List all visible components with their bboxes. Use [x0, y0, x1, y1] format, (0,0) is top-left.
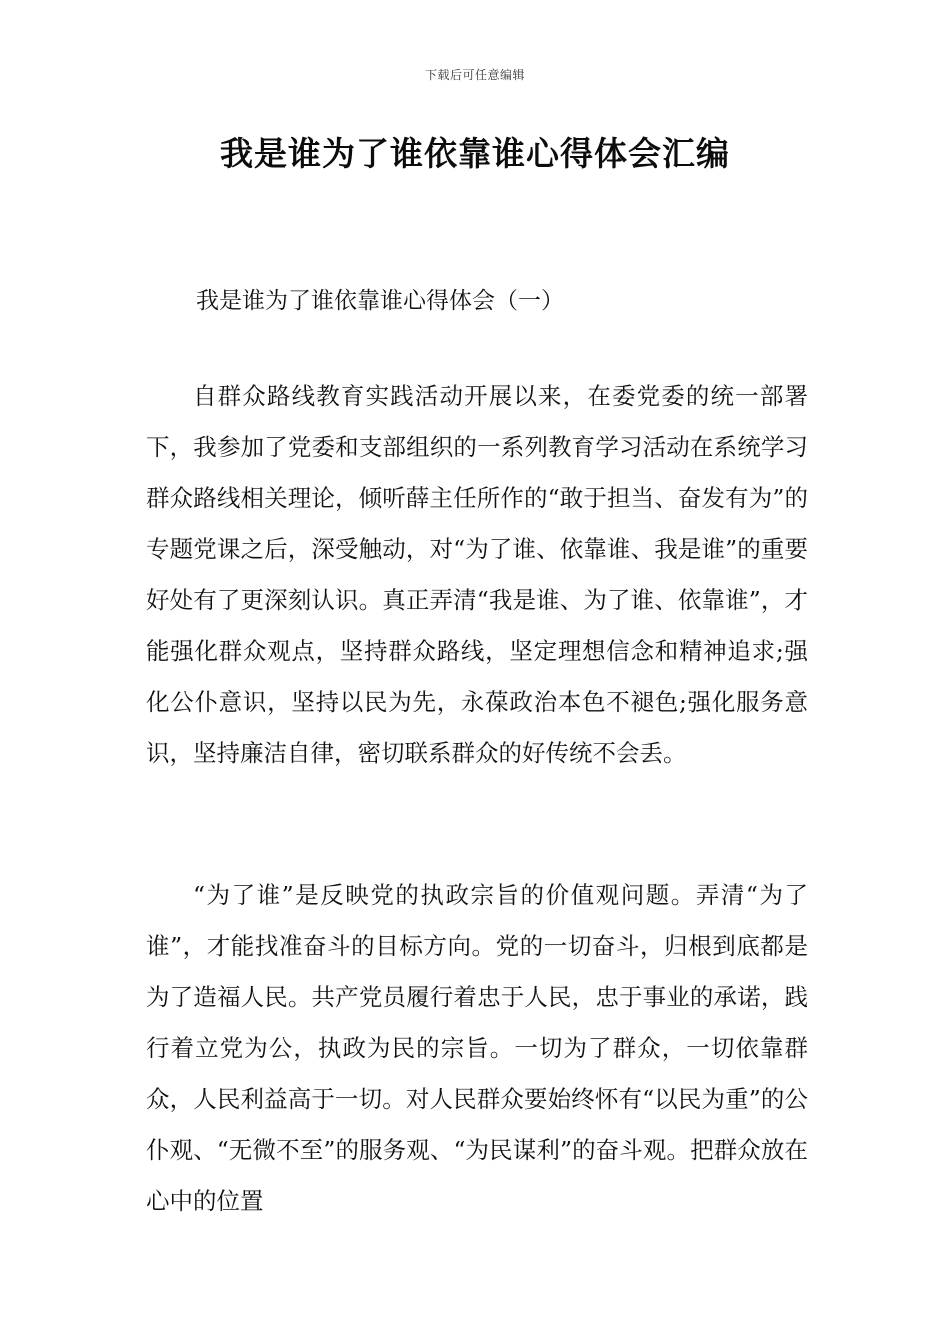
body-paragraph: “为了谁”是反映党的执政宗旨的价值观问题。弄清“为了谁”，才能找准奋斗的目标方向。党的一切奋斗，归根到底都是为了造福人民。共产党员履行着忠于人民，忠于事业的承诺，践行着立党为公，执政为民的宗旨。一切为了群众，一切依靠群众，人民利益高于一切。对人民群众要始终怀有“以民为重”的公仆观、“无微不至”的服务观、“为民谋利”的奋斗观。把群众放在心中的位置 — [146, 881, 808, 1215]
header-note: 下载后可任意编辑 — [424, 68, 525, 82]
body-paragraph: 自群众路线教育实践活动开展以来，在委党委的统一部署下，我参加了党委和支部组织的一系列教育学习活动在系统学习群众路线相关理论，倾听薛主任所作的“敢于担当、奋发有为”的专题党课之后，深受触动，对“为了谁、依靠谁、我是谁”的重要好处有了更深刻认识。真正弄清“我是谁、为了谁、依靠谁”，才能强化群众观点，坚持群众路线，坚定理想信念和精神追求;强化公仆意识，坚持以民为先，永葆政治本色不褪色;强化服务意识，坚持廉洁自律，密切联系群众的好传统不会丢。 — [146, 382, 808, 767]
section-heading: 我是谁为了谁依靠谁心得体会（一） — [196, 288, 564, 314]
document-title: 我是谁为了谁依靠谁心得体会汇编 — [220, 134, 730, 173]
